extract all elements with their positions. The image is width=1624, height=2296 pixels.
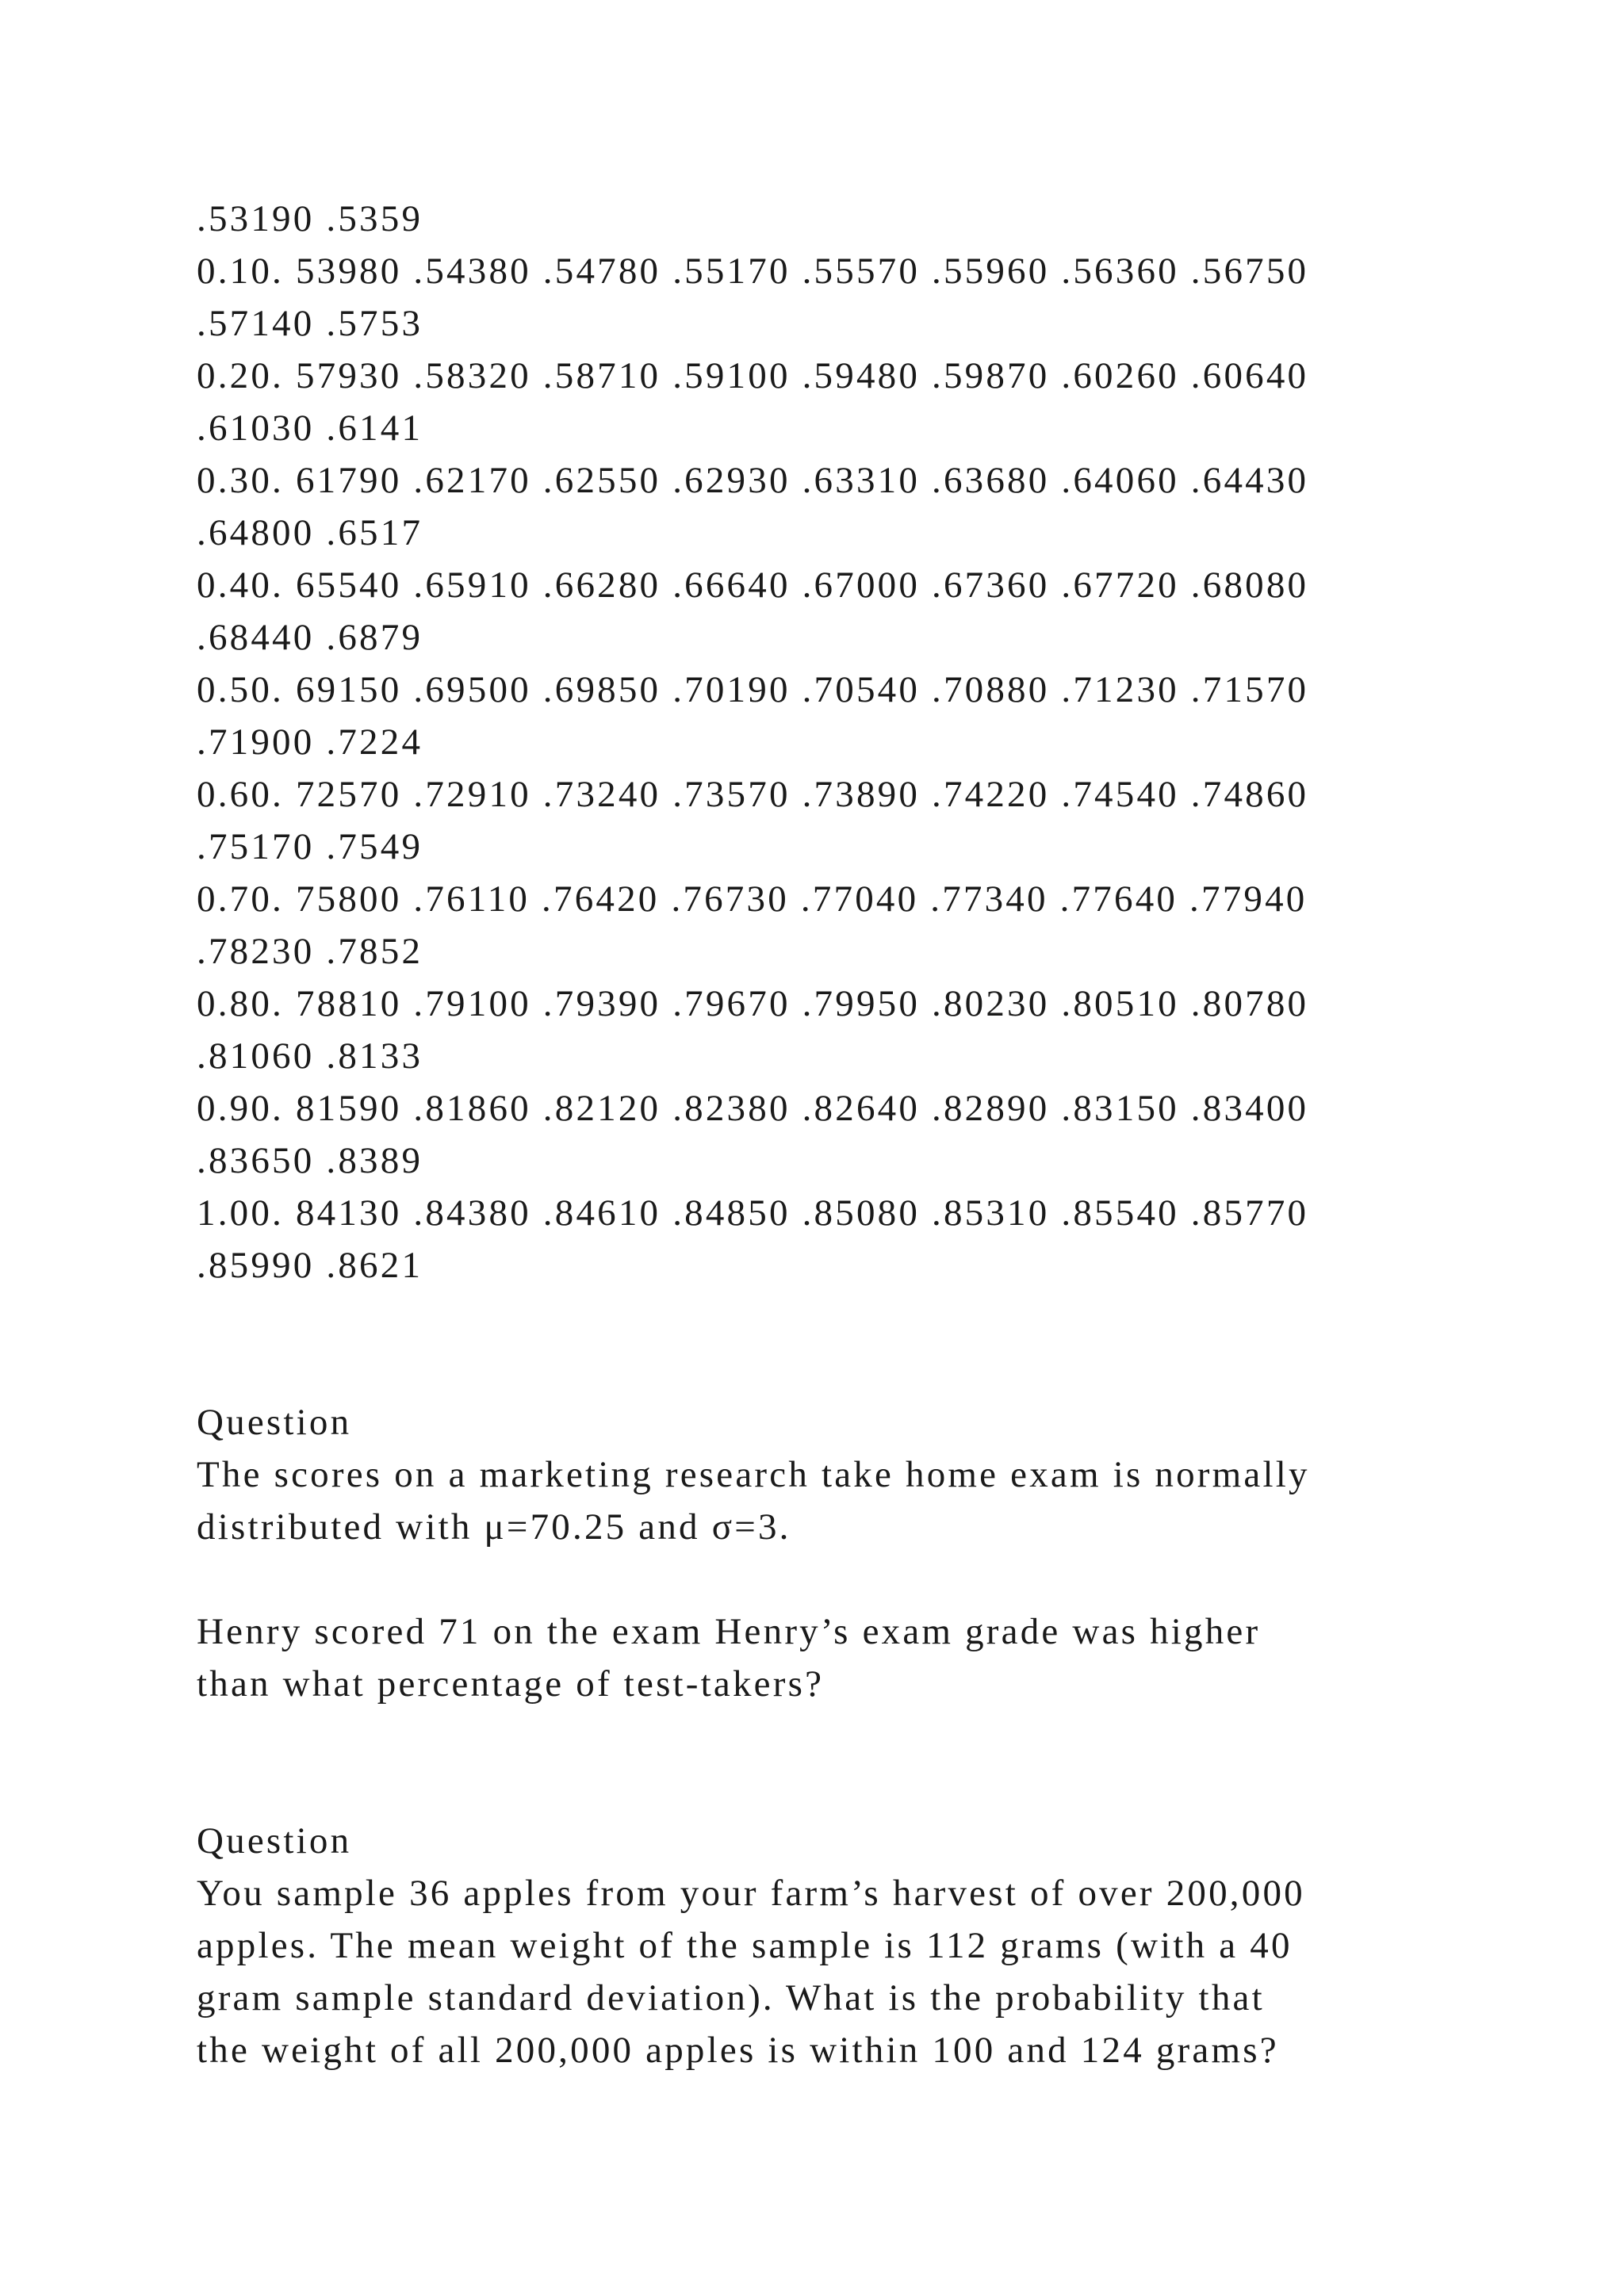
document-text: [197, 193, 1497, 2076]
table-line: .68440 .6879: [197, 617, 423, 658]
table-line: 0.20. 57930 .58320 .58710 .59100 .59480 .59870 .60260 .60640: [197, 355, 1309, 396]
spacer: [197, 1553, 1497, 1605]
table-line: 0.90. 81590 .81860 .82120 .82380 .82640 .82890 .83150 .83400: [197, 1088, 1309, 1129]
table-line: 0.60. 72570 .72910 .73240 .73570 .73890 .74220 .74540 .74860: [197, 774, 1309, 815]
z-table-section: [197, 193, 1497, 1292]
question-1: [197, 1396, 1497, 1710]
question-text-line: The scores on a marketing research take home exam is normally: [197, 1454, 1310, 1495]
table-line: 0.80. 78810 .79100 .79390 .79670 .79950 .80230 .80510 .80780: [197, 983, 1309, 1024]
question-2: [197, 1815, 1497, 2076]
table-line: 1.00. 84130 .84380 .84610 .84850 .85080 .85310 .85540 .85770: [197, 1192, 1309, 1234]
table-line: .83650 .8389: [197, 1140, 423, 1181]
question-text-line: than what percentage of test-takers?: [197, 1663, 825, 1705]
question-heading: Question: [197, 1820, 352, 1862]
question-text-line: You sample 36 apples from your farm’s harvest of over 200,000: [197, 1873, 1305, 1914]
question-text-line: gram sample standard deviation). What is the probability that: [197, 1977, 1265, 2019]
question-text-line: distributed with μ=70.25 and σ=3.: [197, 1506, 791, 1548]
table-line: .81060 .8133: [197, 1035, 423, 1077]
table-line: .75170 .7549: [197, 826, 423, 867]
spacer: [197, 1292, 1497, 1396]
table-line: .78230 .7852: [197, 931, 423, 972]
table-line: .85990 .8621: [197, 1245, 423, 1286]
table-line: .64800 .6517: [197, 512, 423, 553]
table-line: 0.70. 75800 .76110 .76420 .76730 .77040 .77340 .77640 .77940: [197, 878, 1308, 920]
table-line: .71900 .7224: [197, 721, 423, 763]
table-line: .61030 .6141: [197, 408, 423, 449]
question-heading: Question: [197, 1402, 352, 1443]
question-text-line: apples. The mean weight of the sample is 112 grams (with a 40: [197, 1925, 1293, 1966]
question-text-line: the weight of all 200,000 apples is within 100 and 124 grams?: [197, 2030, 1279, 2071]
table-line: 0.30. 61790 .62170 .62550 .62930 .63310 .63680 .64060 .64430: [197, 460, 1309, 501]
table-line: .57140 .5753: [197, 303, 423, 344]
table-line: 0.40. 65540 .65910 .66280 .66640 .67000 .67360 .67720 .68080: [197, 564, 1309, 606]
table-line: .53190 .5359: [197, 198, 423, 239]
table-line: 0.10. 53980 .54380 .54780 .55170 .55570 .55960 .56360 .56750: [197, 251, 1309, 292]
table-line: 0.50. 69150 .69500 .69850 .70190 .70540 .70880 .71230 .71570: [197, 669, 1309, 710]
question-text-line: Henry scored 71 on the exam Henry’s exam grade was higher: [197, 1611, 1261, 1652]
spacer: [197, 1710, 1497, 1815]
